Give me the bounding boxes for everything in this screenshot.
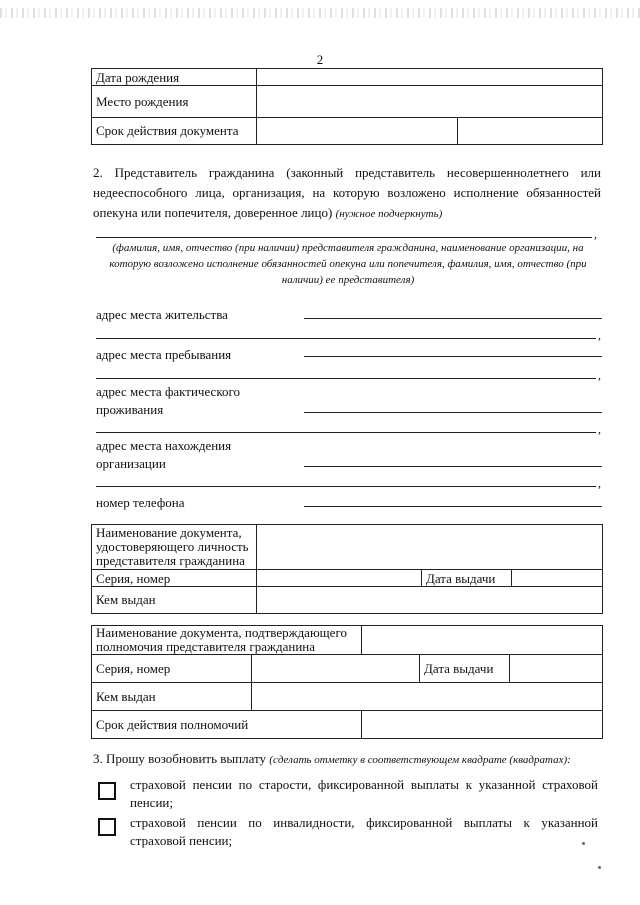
identity-doc-label: Наименование документа, удостоверяющего личность представителя гражданина — [92, 525, 257, 570]
authority-issue-date-field[interactable] — [510, 655, 603, 683]
page-number: 2 — [316, 52, 324, 67]
org-address-label-2: организации — [96, 456, 166, 471]
org-address-line-1[interactable] — [304, 466, 602, 467]
representative-caption: (фамилия, имя, отчество (при наличии) представителя гражданина, наименование организации, на которую возложено исполнение обязанностей опекуна или попечителя, фамилия, имя, отчество (при наличии) ее представителя) — [109, 242, 587, 286]
disability-pension-checkbox[interactable] — [98, 818, 116, 836]
birth-place-label: Место рождения — [92, 86, 257, 118]
authority-issued-by-label: Кем выдан — [92, 683, 252, 711]
personal-data-table — [91, 68, 603, 145]
org-address-line-2[interactable] — [96, 486, 596, 487]
authority-issue-date-label: Дата выдачи — [420, 655, 510, 683]
identity-series-label: Серия, номер — [92, 570, 257, 587]
doc-validity-field[interactable] — [257, 118, 458, 145]
comma-mark: , — [598, 328, 601, 342]
disability-pension-option: страховой пенсии по инвалидности, фиксированной выплаты к указанной страховой пенсии; — [130, 815, 598, 848]
stay-line-1[interactable] — [304, 356, 602, 357]
actual-residence-line-2[interactable] — [96, 432, 596, 433]
section-2-body: 2. Представитель гражданина (законный представитель несовершеннолетнего или недееспособного лица, организация, на которую возложено исполнение обязанностей опекуна или попечителя, доверенное лицо) — [93, 165, 601, 220]
old-age-pension-option: страховой пенсии по старости, фиксированной выплаты к указанной страховой пенсии; — [130, 777, 598, 810]
residence-line-2[interactable] — [96, 338, 596, 339]
authority-series-label: Серия, номер — [92, 655, 252, 683]
birth-place-field[interactable] — [257, 86, 603, 118]
authority-validity-field[interactable] — [362, 711, 603, 739]
authority-doc-label: Наименование документа, подтверждающего полномочия представителя гражданина — [92, 626, 362, 655]
actual-residence-label-1: адрес места фактического — [96, 384, 240, 399]
authority-validity-label: Срок действия полномочий — [92, 711, 362, 739]
actual-residence-line-1[interactable] — [304, 412, 602, 413]
section-2-hint: (нужное подчеркнуть) — [335, 208, 443, 220]
identity-issue-date-field[interactable] — [512, 570, 603, 587]
stay-label: адрес места пребывания — [96, 347, 232, 362]
comma-mark: , — [598, 476, 601, 490]
residence-label: адрес места жительства — [96, 307, 228, 322]
org-address-label-1: адрес места нахождения — [96, 438, 232, 453]
authority-doc-field[interactable] — [362, 626, 603, 655]
section-2-text — [93, 163, 601, 224]
identity-doc-field[interactable] — [257, 525, 603, 570]
comma-mark: , — [598, 422, 601, 436]
section-3-hint: (сделать отметку в соответствующем квадрате (квадратах): — [269, 754, 571, 766]
birth-date-label: Дата рождения — [92, 69, 257, 86]
scan-artifact — [0, 8, 640, 18]
residence-line-1[interactable] — [304, 318, 602, 319]
comma-mark: , — [598, 368, 601, 382]
identity-issued-by-label: Кем выдан — [92, 587, 257, 614]
stay-line-2[interactable] — [96, 378, 596, 379]
identity-series-field[interactable] — [257, 570, 422, 587]
representative-name-line[interactable] — [96, 237, 592, 238]
phone-label: номер телефона — [96, 495, 185, 510]
authority-document-table — [91, 625, 603, 739]
identity-issue-date-label: Дата выдачи — [422, 570, 512, 587]
doc-validity-extra-field[interactable] — [458, 118, 603, 145]
scan-speck — [582, 842, 585, 845]
authority-series-field[interactable] — [252, 655, 420, 683]
section-3-body: 3. Прошу возобновить выплату — [93, 751, 267, 766]
old-age-pension-checkbox[interactable] — [98, 782, 116, 800]
comma-mark: , — [594, 227, 597, 241]
authority-issued-by-field[interactable] — [252, 683, 603, 711]
identity-issued-by-field[interactable] — [257, 587, 603, 614]
birth-date-field[interactable] — [257, 69, 603, 86]
scan-speck — [598, 866, 601, 869]
doc-validity-label: Срок действия документа — [92, 118, 257, 145]
actual-residence-label-2: проживания — [96, 402, 164, 417]
identity-document-table — [91, 524, 603, 614]
section-3-text — [93, 750, 601, 769]
phone-line[interactable] — [304, 506, 602, 507]
